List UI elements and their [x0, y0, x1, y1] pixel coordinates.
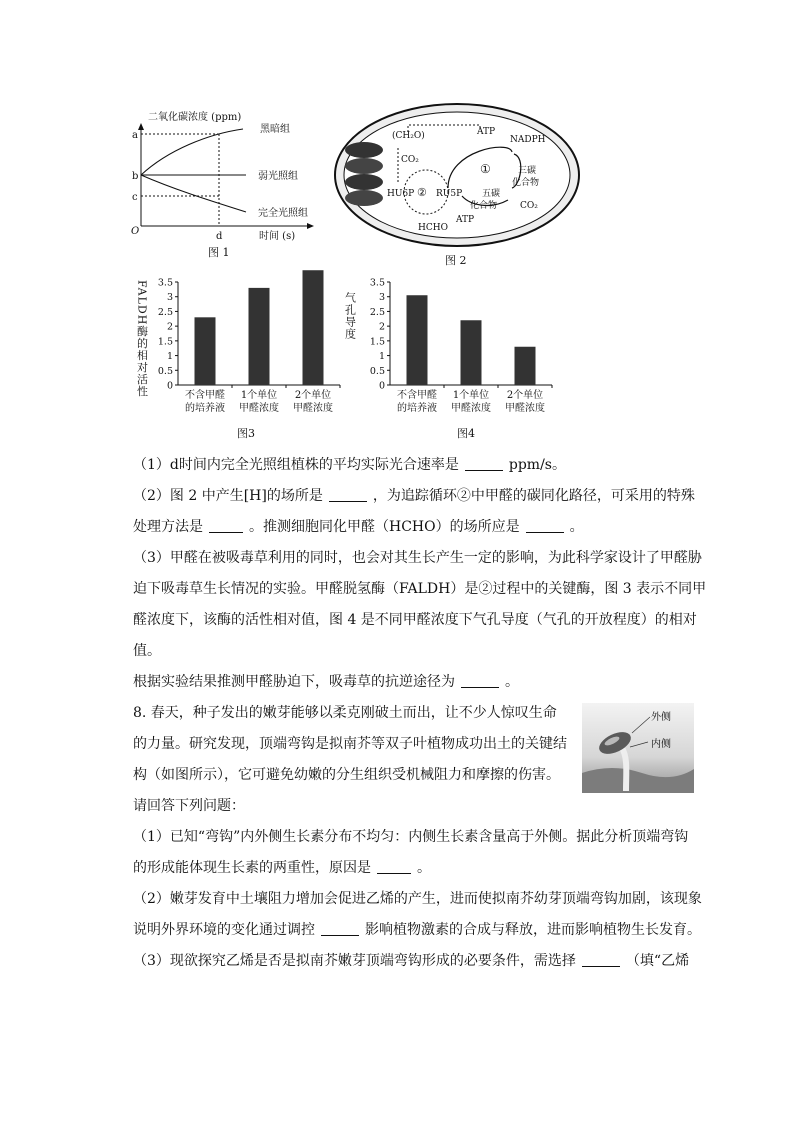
fig2-label-three-carbon-2: 化合物: [512, 178, 540, 188]
q1-answer-blank[interactable]: [465, 456, 503, 471]
q8-2-text-pre: 说明外界环境的变化通过调控: [133, 922, 315, 938]
fig3-y-tick-label: 3: [166, 292, 173, 304]
fig3-y-tick-label: 1.5: [157, 336, 173, 348]
fig1-curve-dark: [141, 129, 243, 175]
figure-1-co2-graph: [128, 104, 338, 262]
fig1-mark-c: c: [132, 192, 138, 203]
fig4-y-tick-label: 2: [378, 321, 385, 333]
q8-3-text-pre: （3）现欲探究乙烯是否是拟南芥嫩芽顶端弯钩形成的必要条件，需选择: [133, 953, 576, 969]
q1-text-post: ppm/s。: [508, 457, 566, 473]
fig4-bar: [461, 320, 482, 385]
q3-answer-blank[interactable]: [461, 673, 499, 688]
fig1-caption: 图 1: [208, 246, 230, 259]
fig3-y-tick-label: 3.5: [157, 277, 173, 289]
fig2-circle-1: ①: [480, 162, 491, 176]
fig4-y-axis-label: 气孔导度: [343, 292, 357, 340]
q8-3-answer-blank[interactable]: [582, 952, 620, 967]
fig3-y-tick-label: 0.5: [157, 365, 173, 377]
q8-1-text-post: 。: [417, 860, 431, 876]
fig2-label-ch2o: (CH₂O): [392, 131, 425, 141]
fig1-origin-label: O: [131, 226, 140, 237]
fig2-label-hcho: HCHO: [418, 223, 448, 233]
fig4-y-tick-label: 2.5: [369, 306, 385, 318]
fig1-y-axis-label: 二氧化碳浓度 (ppm): [148, 112, 242, 123]
q8-3-text-post: （填“乙烯: [625, 953, 690, 969]
fig4-y-tick-label: 0: [378, 380, 385, 392]
fig3-bar: [249, 288, 270, 385]
fig3-y-tick-label: 2.5: [157, 306, 173, 318]
question-8-2-line-2: [133, 920, 713, 940]
question-8-1-line-1: （1）已知“弯钩”内外侧生长素分布不均匀：内侧生长素含量高于外侧。据此分析顶端弯钩: [133, 829, 689, 845]
question-3-last: [133, 672, 713, 692]
seedling-photo: [582, 703, 694, 793]
fig2-label-five-carbon-2: 化合物: [470, 201, 498, 211]
fig3-y-axis-label: FALDH酶的相对活性: [135, 280, 149, 398]
fig3-caption: 图3: [237, 427, 255, 440]
question-3-line-3: 醛浓度下，该酶的活性相对值，图 4 是不同甲醛浓度下气孔导度（气孔的开放程度）的相对: [133, 612, 697, 628]
fig4-y-tick-label: 3.5: [369, 277, 385, 289]
q3-last-text-pre: 根据实验结果推测甲醛胁迫下，吸毒草的抗逆途径为: [133, 674, 455, 690]
q8-1-text-pre: 的形成能体现生长素的两重性，原因是: [133, 860, 371, 876]
q2-text-post: ，为追踪循环②中甲醛的碳同化路径，可采用的特殊: [372, 488, 695, 504]
fig2-label-atp-top: ATP: [477, 127, 496, 137]
fig1-curve-label-dark: 黑暗组: [260, 124, 290, 135]
question-8-2-line-1: （2）嫩芽发育中土壤阻力增加会促进乙烯的产生，进而使拟南芥幼芽顶端弯钩加剧，该现象: [133, 891, 702, 907]
fig3-y-tick-label: 1: [166, 351, 173, 363]
question-8-line-2: 的力量。研究发现，顶端弯钩是拟南芥等双子叶植物成功出土的关键结: [133, 736, 567, 752]
fig3-category-label: 2个单位: [294, 390, 332, 401]
fig1-curve-label-full: 完全光照组: [258, 208, 308, 219]
fig4-category-label: 2个单位: [506, 390, 544, 401]
fig2-label-atp-bottom: ATP: [456, 215, 475, 225]
fig4-category-label: 的培养液: [397, 403, 437, 414]
fig2-label-nadph: NADPH: [510, 135, 546, 145]
fig2-label-three-carbon-1: 三碳: [518, 166, 537, 176]
fig4-caption: 图4: [457, 427, 475, 440]
fig3-category-label: 1个单位: [240, 390, 278, 401]
q3-last-text-post: 。: [505, 674, 519, 690]
fig4-category-label: 甲醛浓度: [505, 403, 545, 414]
figure-3-faldh-activity-chart: [128, 270, 353, 445]
q2-l2-text-pre: 处理方法是: [133, 519, 203, 535]
fig1-mark-b: b: [132, 171, 139, 182]
q2-answer-blank-1[interactable]: [329, 487, 367, 502]
fig1-curve-full-light: [141, 175, 246, 212]
figure-2-cell-diagram: [330, 100, 580, 270]
fig4-category-label: 不含甲醛: [397, 390, 437, 401]
fig1-curve-label-weak: 弱光照组: [258, 171, 298, 182]
question-2-line-2: [133, 517, 713, 537]
q2-answer-blank-2[interactable]: [209, 518, 243, 533]
fig2-label-hu6p: HU6P: [387, 189, 415, 199]
question-8-line-3: 构（如图所示），它可避免幼嫩的分生组织受机械阻力和摩擦的伤害。: [133, 767, 560, 783]
fig3-bar: [195, 317, 216, 385]
question-3-line-1: （3）甲醛在被吸毒草利用的同时，也会对其生长产生一定的影响，为此科学家设计了甲醛胁: [133, 550, 702, 566]
fig4-y-tick-label: 3: [378, 292, 385, 304]
seedling-label-outer: 外侧: [651, 712, 671, 723]
question-3-line-4: 值。: [133, 643, 161, 659]
fig3-category-label: 甲醛浓度: [239, 403, 279, 414]
fig4-category-label: 1个单位: [452, 390, 490, 401]
fig3-category-label: 甲醛浓度: [293, 403, 333, 414]
fig3-bar: [303, 270, 324, 385]
fig1-mark-a: a: [132, 130, 138, 141]
q8-2-text-post: 影响植物激素的合成与释放，进而影响植物生长发育。: [365, 922, 701, 938]
seedling-label-inner: 内侧: [651, 739, 671, 750]
fig4-y-tick-label: 1: [378, 351, 385, 363]
fig4-category-label: 甲醛浓度: [451, 403, 491, 414]
fig2-label-ru5p: RU5P: [436, 189, 463, 199]
question-1: [133, 455, 713, 475]
fig3-category-label: 的培养液: [185, 403, 225, 414]
seedling-illustration: [582, 703, 694, 793]
fig4-y-tick-label: 1.5: [369, 336, 385, 348]
question-8-line-4: 请回答下列问题：: [133, 798, 245, 814]
q2-text-pre: （2）图 2 中产生[H]的场所是: [133, 488, 323, 504]
fig2-label-co2-left: CO₂: [401, 155, 419, 165]
fig4-bar: [407, 295, 428, 385]
fig1-mark-d: d: [216, 231, 223, 242]
fig3-y-tick-label: 0: [166, 380, 173, 392]
q8-2-answer-blank[interactable]: [321, 921, 359, 936]
question-3-line-2: 迫下吸毒草生长情况的实验。甲醛脱氢酶（FALDH）是②过程中的关键酶，图 3 表示不同甲: [133, 581, 707, 597]
question-8-1-line-2: [133, 858, 713, 878]
q2-l2-text-mid: 。推测细胞同化甲醛（HCHO）的场所应是: [249, 519, 520, 535]
question-2-line-1: [133, 486, 713, 506]
q8-1-answer-blank[interactable]: [377, 859, 411, 874]
question-8-3-line-1: [133, 951, 713, 971]
fig3-y-tick-label: 2: [166, 321, 173, 333]
fig2-label-co2-right: CO₂: [520, 201, 538, 211]
q2-l2-text-post: 。: [569, 519, 584, 535]
q2-answer-blank-3[interactable]: [526, 518, 564, 533]
fig4-bar: [515, 347, 536, 385]
q1-text-pre: （1）d时间内完全光照组植株的平均实际光合速率是: [133, 457, 459, 473]
fig2-caption: 图 2: [445, 254, 467, 267]
fig2-label-five-carbon-1: 五碳: [482, 189, 501, 199]
fig4-y-tick-label: 0.5: [369, 365, 385, 377]
fig3-category-label: 不含甲醛: [185, 390, 225, 401]
figure-4-stomatal-conductance-chart: [340, 270, 565, 445]
fig1-x-axis-label: 时间 (s): [259, 231, 296, 242]
question-8-line-1: 8. 春天，种子发出的嫩芽能够以柔克刚破土而出，让不少人惊叹生命: [133, 705, 557, 721]
fig2-circle-2: ②: [417, 186, 427, 199]
